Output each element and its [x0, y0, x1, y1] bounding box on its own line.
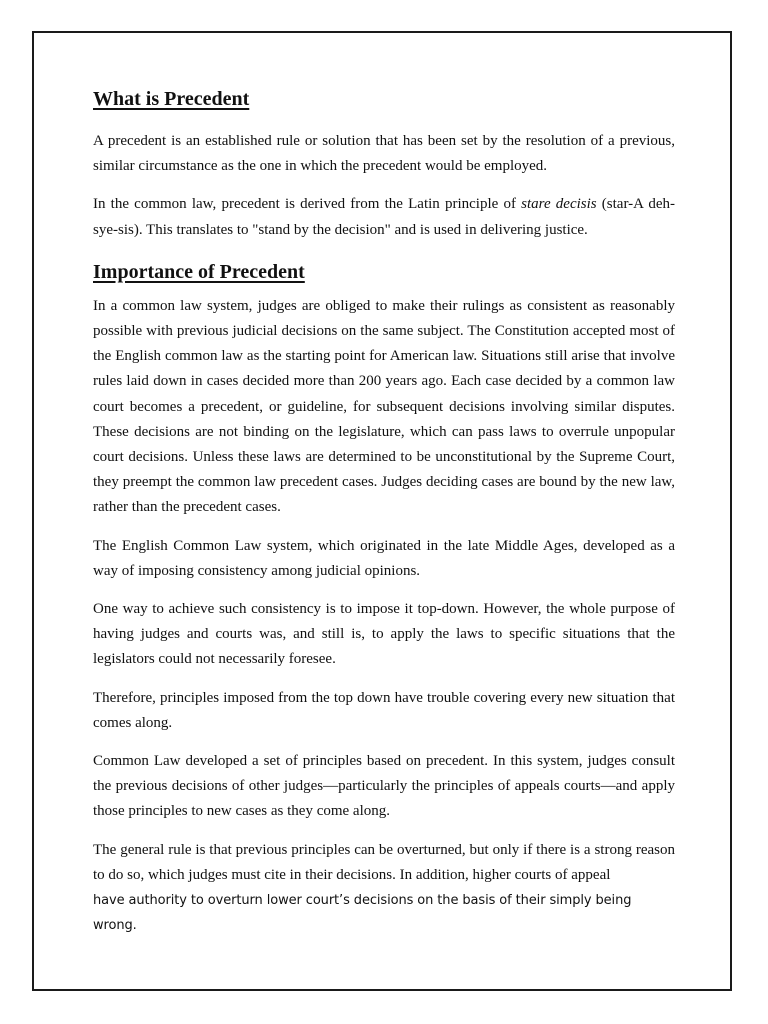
stare-decisis-before: In the common law, precedent is derived from the Latin principle of [93, 196, 522, 213]
stare-decisis-term: stare decisis [521, 196, 597, 213]
paragraph-general-rule [93, 838, 675, 939]
general-rule-main: The general rule is that previous principles can be overturned, but only if there is a strong reason to do so, which judges must cite in their decisions. In addition, higher courts of appeal [93, 841, 675, 883]
paragraph-principles-trouble: Therefore, principles imposed from the top down have trouble covering every new situation that comes along. [93, 689, 675, 731]
paragraph-definition: A precedent is an established rule or solution that has been set by the resolution of a previous, similar circumstance as the one in which the precedent would be employed. [93, 133, 675, 175]
paragraph-stare-decisis [93, 192, 675, 242]
heading-importance-of-precedent: Importance of Precedent [93, 260, 305, 283]
paragraph-principles-precedent: Common Law developed a set of principles based on precedent. In this system, judges consult the previous decisions of other judges—particularly the principles of appeals courts—and apply those principles to new cases as they come along. [93, 753, 675, 820]
paragraph-top-down: One way to achieve such consistency is to impose it top-down. However, the whole purpose of having judges and courts was, and still is, to apply the laws to specific situations that the legislators could not necessarily foresee. [93, 601, 675, 668]
paragraph-english-common-law: The English Common Law system, which originated in the late Middle Ages, developed as a way of imposing consistency among judicial opinions. [93, 537, 675, 579]
stare-decisis-after: (star-A deh-sye-sis). This translates to "stand by the decision" and is used in delivering justice. [93, 196, 675, 238]
heading-what-is-precedent: What is Precedent [93, 88, 250, 110]
paragraph-common-law-system: In a common law system, judges are obliged to make their rulings as consistent as reasonably possible with previous judicial decisions on the same subject. The Constitution accepted most of the English common law as the starting point for American law. Situations still arise that involve rules laid down in cases decided more than 200 years ago. Each case decided by a common law court becomes a precedent, or guideline, for subsequent decisions involving similar disputes. These decisions are not binding on the legislature, which can pass laws to overrule unpopular court decisions. Unless these laws are determined to be unconstitutional by the Supreme Court, they preempt the common law precedent cases. Judges deciding cases are bound by the new law, rather than the precedent cases. [93, 297, 675, 516]
document-body [93, 86, 675, 951]
general-rule-last-line: have authority to overturn lower court’s decisions on the basis of their simply being wrong. [93, 893, 632, 934]
